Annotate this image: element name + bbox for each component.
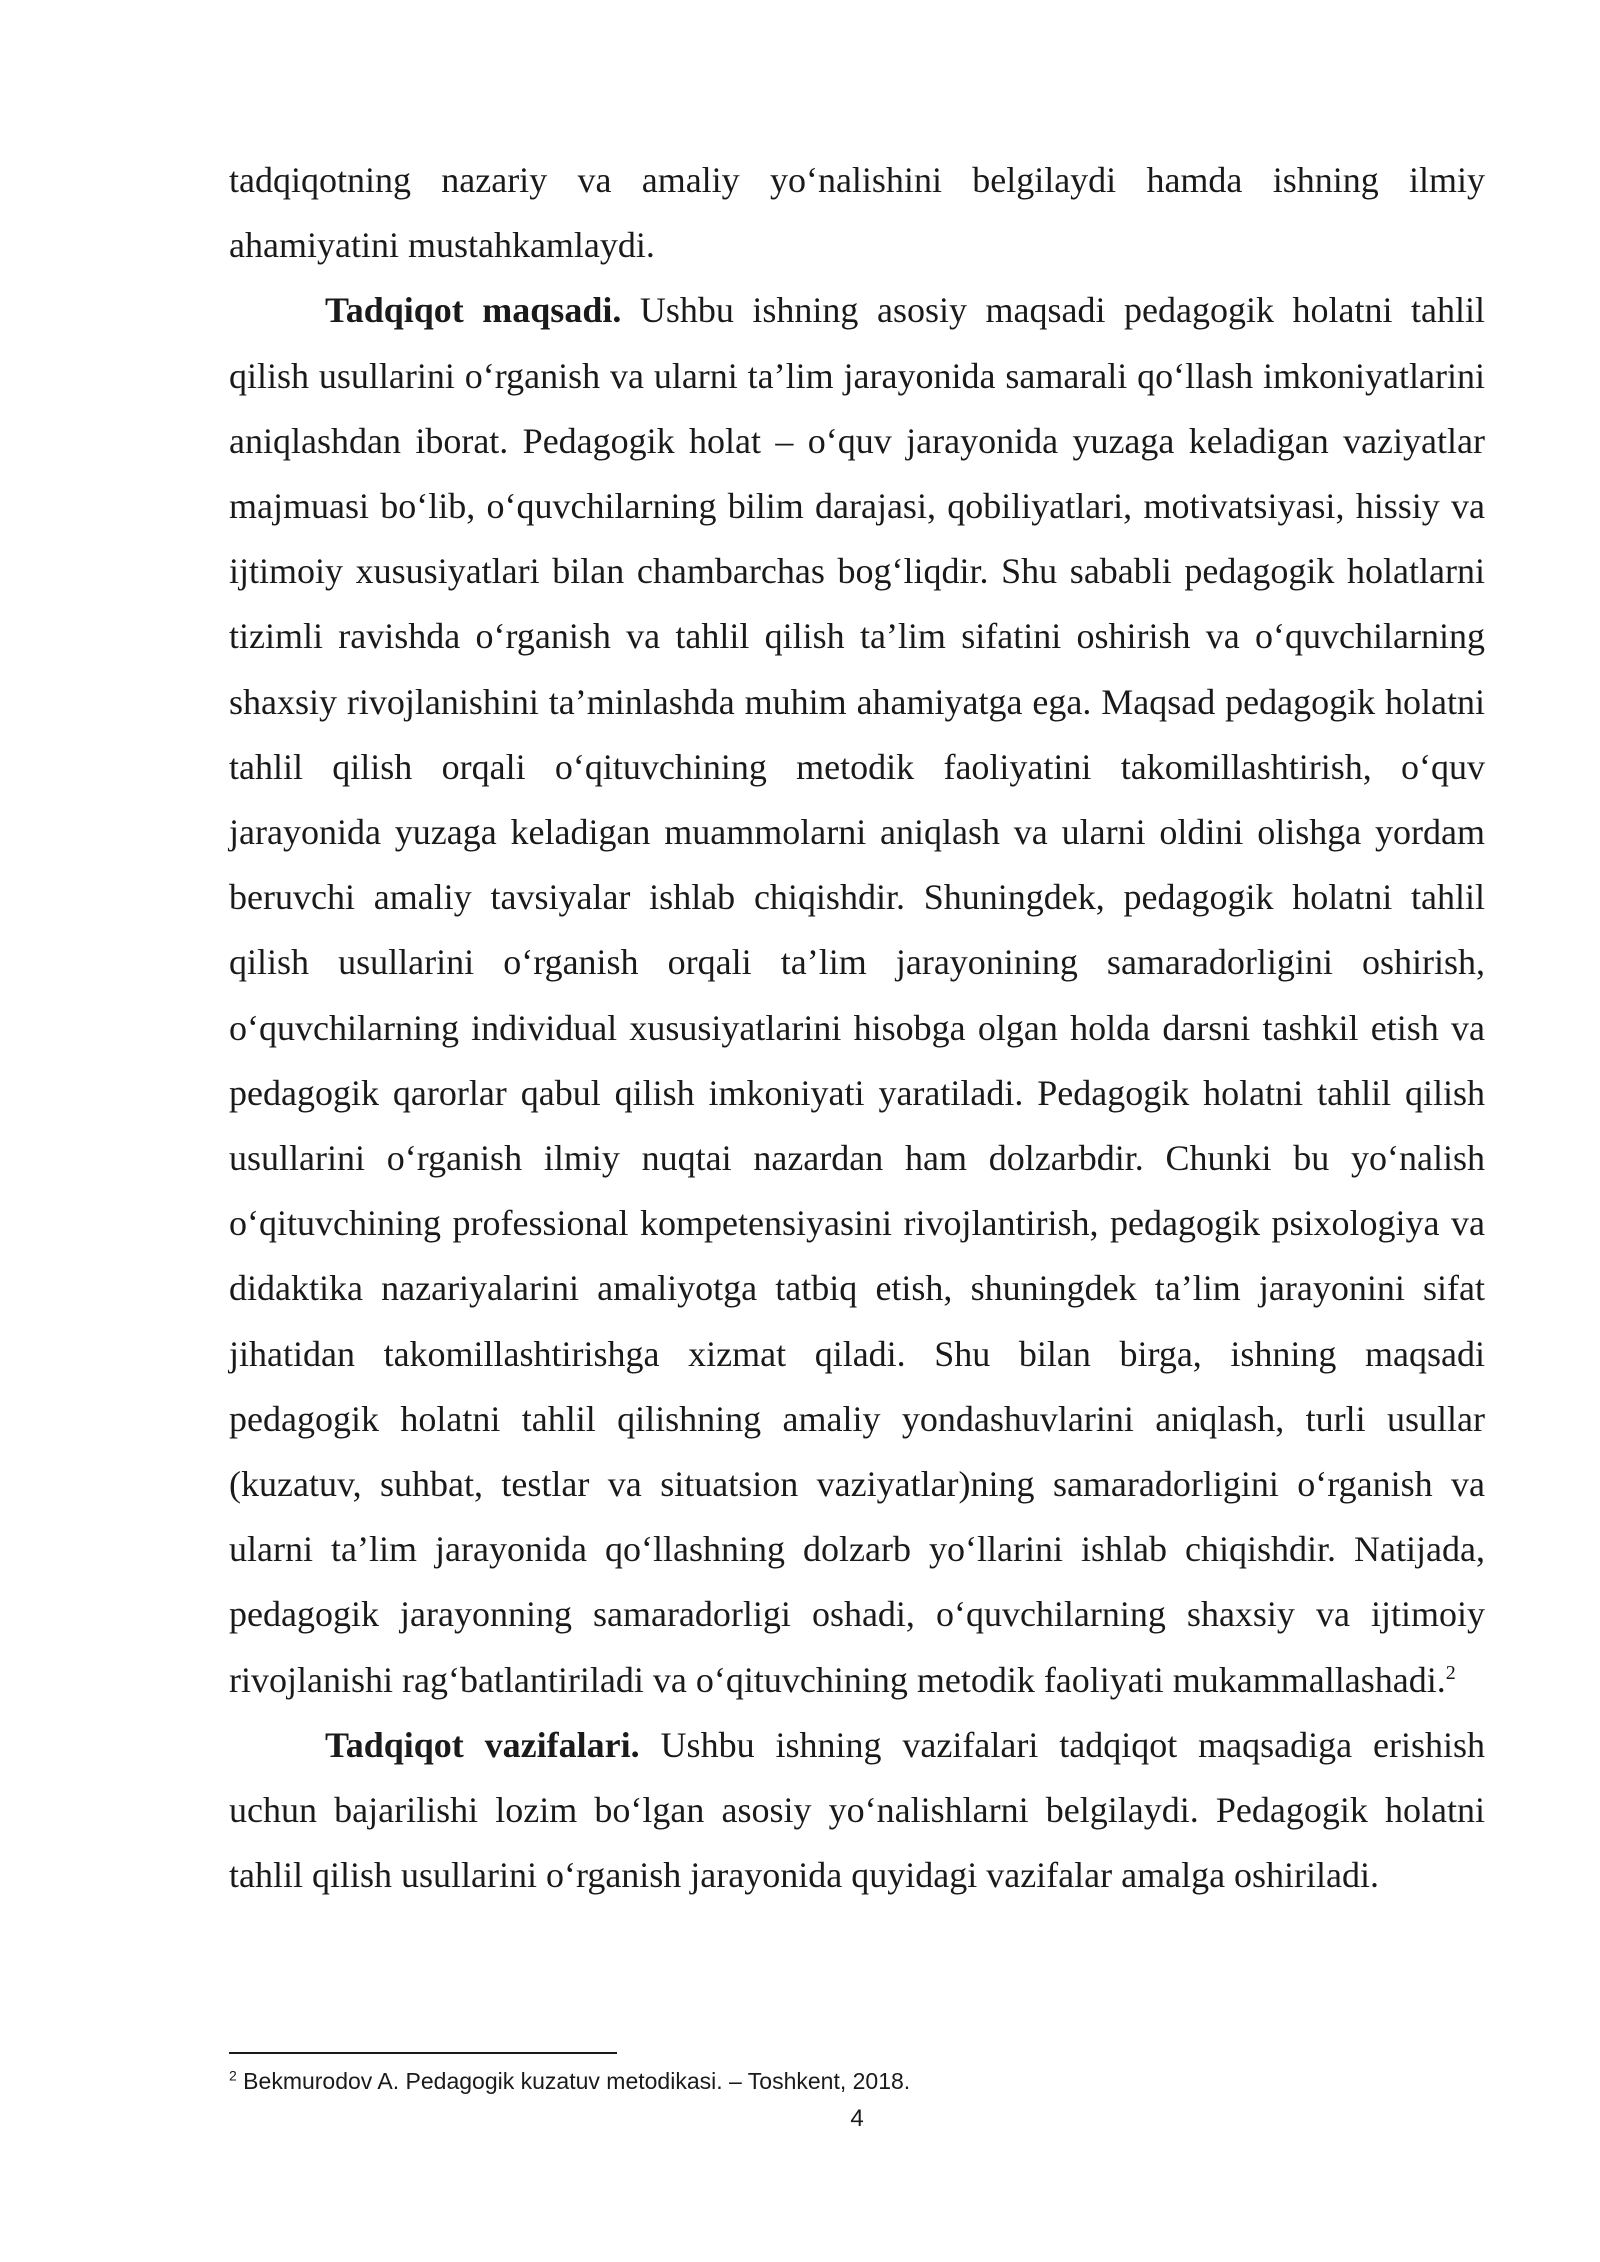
footnote [229, 2066, 1485, 2096]
tasks-paragraph [229, 1713, 1485, 1909]
footnote-separator [229, 2052, 617, 2054]
goal-text: Ushbu ishning asosiy maqsadi pedagogik holatni tahlil qilish usullarini o‘rganish va ularni ta’lim jarayonida samarali qo‘llash imkoniyatlarini aniqlashdan iborat. Pedagogik holat – o‘quv jarayonida yuzaga keladigan vaziyatlar majmuasi bo‘lib, o‘quvchilarning bilim darajasi, qobiliyatlari, motivatsiyasi, hissiy va ijtimoiy xususiyatlari bilan chambarchas bog‘liqdir. Shu sababli pedagogik holatlarni tizimli ravishda o‘rganish va tahlil qilish ta’lim sifatini oshirish va o‘quvchilarning shaxsiy rivojlanishini ta’minlashda muhim ahamiyatga ega. Maqsad pedagogik holatni tahlil qilish orqali o‘qituvchining metodik faoliyatini takomillashtirish, o‘quv jarayonida yuzaga keladigan muammolarni aniqlash va ularni oldini olishga yordam beruvchi amaliy tavsiyalar ishlab chiqishdir. Shuningdek, pedagogik holatni tahlil qilish usullarini o‘rganish orqali ta’lim jarayonining samaradorligini oshirish, o‘quvchilarning individual xususiyatlarini hisobga olgan holda darsni tashkil etish va pedagogik qarorlar qabul qilish imkoniyati yaratiladi. Pedagogik holatni tahlil qilish usullarini o‘rganish ilmiy nuqtai nazardan ham dolzarbdir. Chunki bu yo‘nalish o‘qituvchining professional kompetensiyasini rivojlantirish, pedagogik psixologiya va didaktika nazariyalarini amaliyotga tatbiq etish, shuningdek ta’lim jarayonini sifat jihatidan takomillashtirishga xizmat qiladi. Shu bilan birga, ishning maqsadi pedagogik holatni tahlil qilishning amaliy yondashuvlarini aniqlash, turli usullar (kuzatuv, suhbat, testlar va situatsion vaziyatlar)ning samaradorligini o‘rganish va ularni ta’lim jarayonida qo‘llashning dolzarb yo‘llarini ishlab chiqishdir. Natijada, pedagogik jarayonning samaradorligi oshadi, o‘quvchilarning shaxsiy va ijtimoiy rivojlanishi rag‘batlantiriladi va o‘qituvchining metodik faoliyati mukammallashadi. [229, 290, 1485, 1700]
footnote-reference[interactable]: 2 [1445, 1661, 1456, 1684]
goal-heading: Tadqiqot maqsadi. [325, 290, 622, 331]
tasks-text: Ushbu ishning vazifalari tadqiqot maqsadiga erishish uchun bajarilishi lozim bo‘lgan asosiy yo‘nalishlarni belgilaydi. Pedagogik holatni tahlil qilish usullarini o‘rganish jarayonida quyidagi vazifalar amalga oshiriladi. [229, 1724, 1486, 1896]
tasks-heading: Tadqiqot vazifalari. [325, 1724, 640, 1765]
footnote-text: Bekmurodov A. Pedagogik kuzatuv metodikasi. – Toshkent, 2018. [236, 2068, 911, 2094]
body-text [229, 148, 1485, 1908]
goal-paragraph [229, 278, 1485, 1712]
intro-paragraph: tadqiqotning nazariy va amaliy yo‘nalishini belgilaydi hamda ishning ilmiy ahamiyatini mustahkamlaydi. [229, 160, 1485, 266]
page-number: 4 [850, 2105, 864, 2132]
footnote-marker: 2 [229, 2067, 237, 2084]
